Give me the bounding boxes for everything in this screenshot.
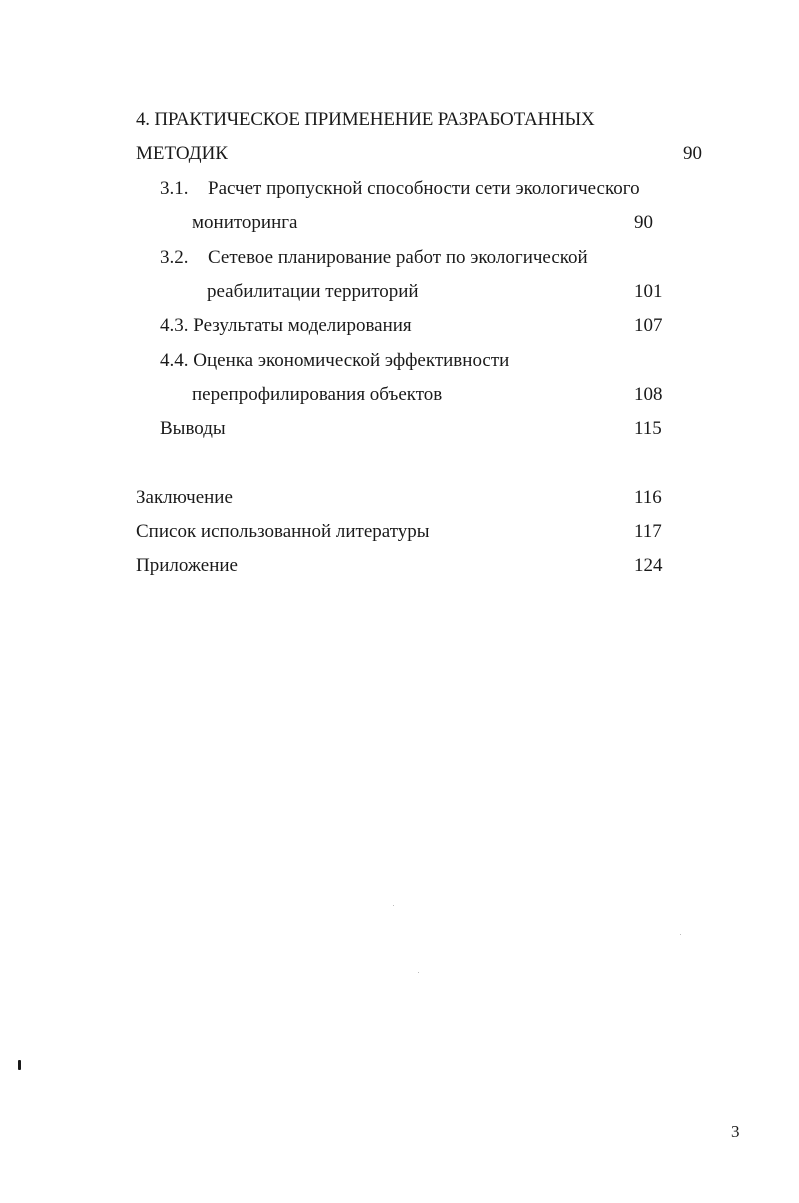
toc-conclusion: Заключение	[136, 487, 233, 508]
scan-speck	[680, 934, 681, 935]
entry-3-2-line2: реабилитации территорий	[207, 281, 419, 302]
entry-3-1-line1: Расчет пропускной способности сети экологического	[208, 178, 640, 199]
entry-4-4-page: 108	[634, 384, 663, 405]
chapter-page: 90	[683, 143, 702, 164]
entry-3-1-number: 3.1.	[160, 178, 189, 199]
entry-3-2-page: 101	[634, 281, 663, 302]
entry-3-1-line2: мониторинга	[192, 212, 298, 233]
entry-3-1-page: 90	[634, 212, 653, 233]
entry-3-2-number: 3.2.	[160, 247, 189, 268]
chapter-title-line2: МЕТОДИК	[136, 143, 228, 164]
toc-appendix-page: 124	[634, 555, 663, 576]
toc-references: Список использованной литературы	[136, 521, 430, 542]
entry-conclusions: Выводы	[160, 418, 226, 439]
entry-4-3: 4.3. Результаты моделирования	[160, 315, 412, 336]
chapter-title-line1: 4. ПРАКТИЧЕСКОЕ ПРИМЕНЕНИЕ РАЗРАБОТАННЫХ	[136, 109, 595, 130]
entry-4-4-line2: перепрофилирования объектов	[192, 384, 443, 405]
scan-speck	[393, 905, 394, 906]
toc-references-page: 117	[634, 521, 662, 542]
toc-conclusion-page: 116	[634, 487, 662, 508]
scan-mark	[18, 1060, 21, 1070]
entry-conclusions-page: 115	[634, 418, 662, 439]
page-number: 3	[731, 1122, 740, 1141]
scan-speck	[418, 972, 419, 973]
toc-appendix: Приложение	[136, 555, 238, 576]
entry-4-3-page: 107	[634, 315, 663, 336]
entry-4-4-line1: 4.4. Оценка экономической эффективности	[160, 350, 510, 371]
entry-3-2-line1: Сетевое планирование работ по экологической	[208, 247, 588, 268]
